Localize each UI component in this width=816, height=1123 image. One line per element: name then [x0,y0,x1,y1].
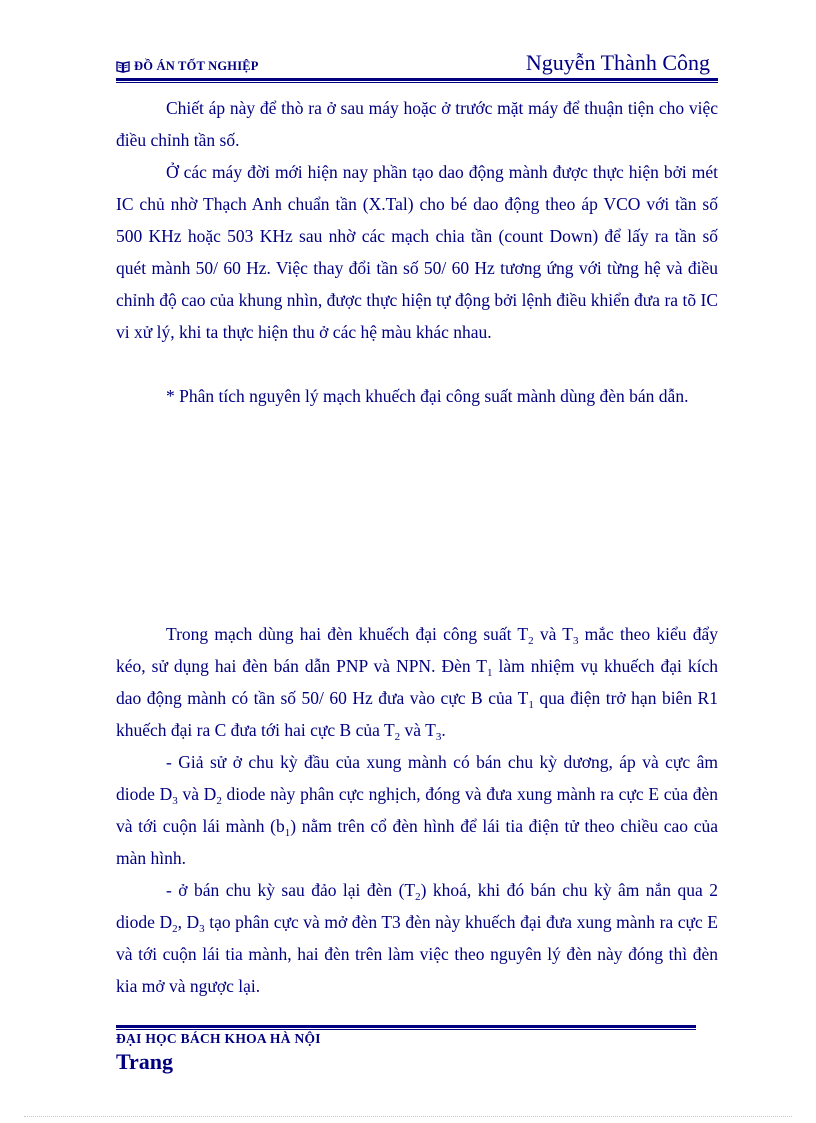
footer-school-name: ĐẠI HỌC BÁCH KHOA HÀ NỘI [116,1031,321,1046]
paragraph-6: - ở bán chu kỳ sau đảo lại đèn $(T_2)$ khoá, khi đó bán chu kỳ âm nắn qua 2 diode $D_2$, $D_3$ tạo phân cực và mở đèn T3 đèn này khuếch đại đưa xung mành ra cực E và tới cuộn lái tia mành, hai đèn trên làm việc theo nguyên lý đèn này đóng thì đèn kia mở và ngược lại. [116,880,718,996]
page-edge-divider [24,1116,792,1117]
page-header [116,46,718,78]
paragraph-3-heading: * Phân tích nguyên lý mạch khuếch đại công suất mành dùng đèn bán dẫn. [166,386,689,406]
open-book-icon [116,61,130,73]
footer-page-label: Trang [116,1049,174,1074]
document-type-title: ĐỒ ÁN TỐT NGHIỆP [134,59,259,73]
paragraph-1: Chiết áp này để thò ra ở sau máy hoặc ở trước mặt máy để thuận tiện cho việc điều chỉnh tần số. [116,98,718,150]
footer-rule [116,1025,696,1030]
header-rule [116,78,718,83]
paragraph-5: - Giả sử ở chu kỳ đầu của xung mành có bán chu kỳ dương, áp và cực âm diode $D_3$ và $D_2$ diode này phân cực nghịch, đóng và đưa xung mành ra cực E của đèn và tới cuộn lái mành $(b_1)$ nằm trên cổ đèn hình để lái tia điện tử theo chiều cao của màn hình. [116,752,718,868]
author-name: Nguyễn Thành Công [525,50,710,75]
paragraph-4: Trong mạch dùng hai đèn khuếch đại công suất $T_2$ và $T_3$ mắc theo kiểu đẩy kéo, sử dụng hai đèn bán dẫn PNP và NPN. Đèn $T_1$ làm nhiệm vụ khuếch đại kích dao động mành có tần số 50/ 60 Hz đưa vào cực B của $T_1$ qua điện trở hạn biên R1 khuếch đại ra C đưa tới hai cực B của $T_2$ và $T_3$. [116,624,718,743]
paragraph-2: Ở các máy đời mới hiện nay phần tạo dao động mành được thực hiện bởi mét IC chủ nhờ Thạch Anh chuẩn tần (X.Tal) cho bé dao động theo áp VCO với tần số 500 KHz hoặc 503 KHz sau nhờ các mạch chia tần (count Down) để lấy ra tần số quét mành 50/ 60 Hz. Việc thay đổi tần số 50/ 60 Hz tương ứng với từng hệ và điều chỉnh độ cao của khung nhìn, được thực hiện tự động bởi lệnh điều khiển đưa ra tõ IC vi xử lý, khi ta thực hiện thu ở các hệ màu khác nhau. [116,162,718,342]
header-left [116,59,259,74]
